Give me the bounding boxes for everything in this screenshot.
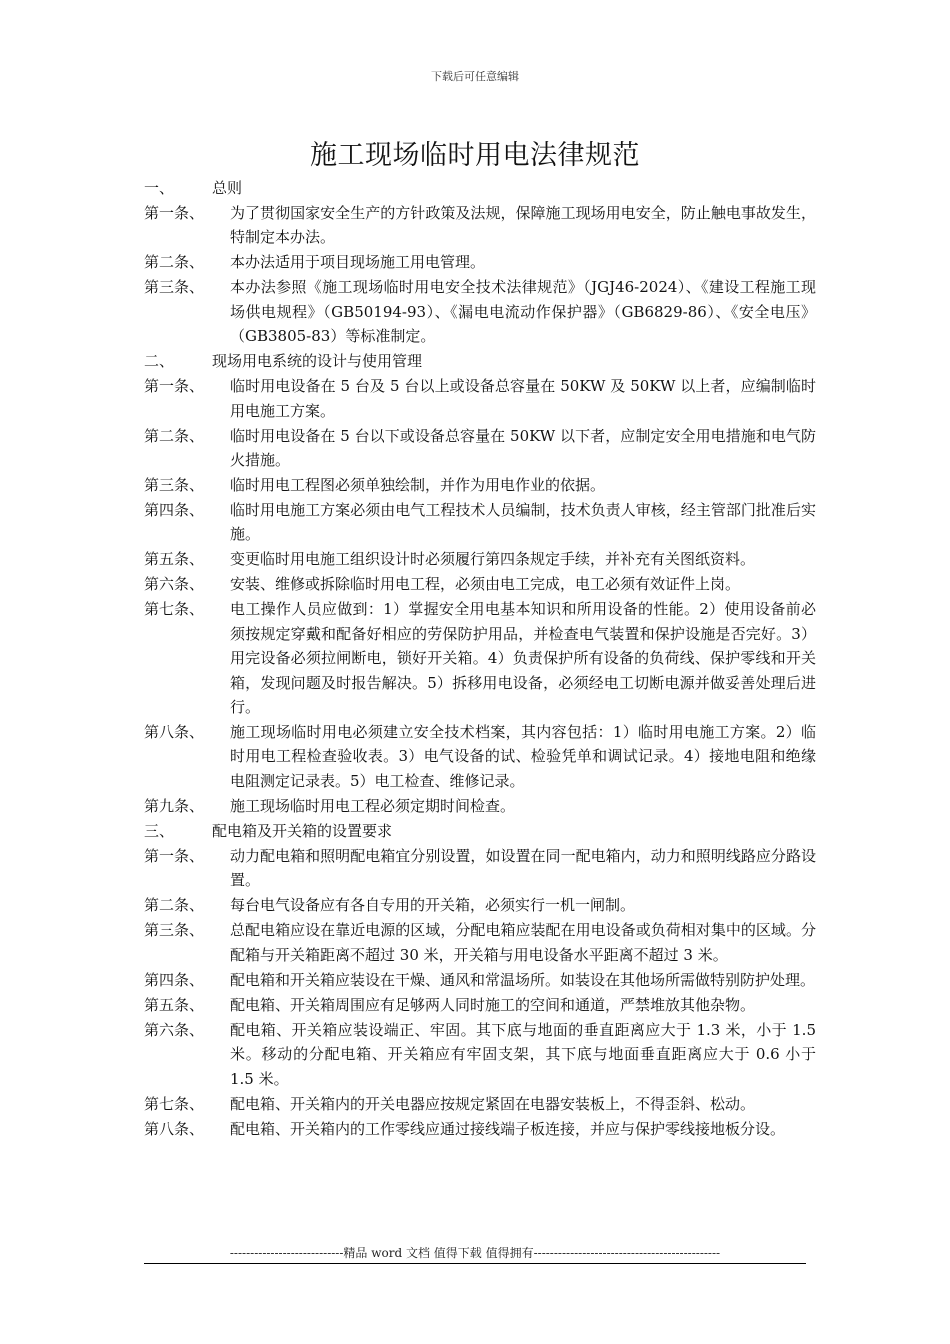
article-text: 每台电气设备应有各自专用的开关箱，必须实行一机一闸制。: [230, 896, 636, 915]
article-text: 配电箱、开关箱应装设端正、牢固。其下底与地面的垂直距离应大于 1.3 米，小于 1.5 米。移动的分配电箱、开关箱应有牢固支架，其下底与地面垂直距离应大于 0.6 小于 1.5 米。: [230, 1020, 816, 1088]
article: [144, 275, 816, 348]
article-label: 第三条、: [144, 921, 205, 940]
page-footer: ----------------------------精品 word 文档 值得下载 值得拥有----------------------------------------------: [229, 1246, 721, 1260]
article: [144, 424, 816, 473]
article-text: 配电箱和开关箱应装设在干燥、通风和常温场所。如装设在其他场所需做特别防护处理。: [230, 970, 816, 989]
article: [144, 473, 816, 497]
article-label: 第三条、: [144, 278, 205, 297]
article: [144, 547, 816, 571]
section-heading: [144, 176, 816, 200]
article-text: 临时用电施工方案必须由电气工程技术人员编制，技术负责人审核，经主管部门批准后实施。: [230, 501, 816, 544]
article-text: 临时用电设备在 5 台及 5 台以上或设备总容量在 50KW 及 50KW 以上者，应编制临时用电施工方案。: [230, 377, 816, 420]
article: [144, 1092, 816, 1116]
page-header: 下载后可任意编辑: [431, 70, 519, 83]
article: [144, 498, 816, 547]
article-text: 施工现场临时用电工程必须定期时间检查。: [230, 796, 516, 815]
article-text: 电工操作人员应做到：1）掌握安全用电基本知识和所用设备的性能。2）使用设备前必须按规定穿戴和配备好相应的劳保防护用品，并检查电气装置和保护设施是否完好。3）用完设备必须拉闸断电，锁好开关箱。4）负责保护所有设备的负荷线、保护零线和开关箱，发现问题及时报告解决。5）拆移用电设备，必须经电工切断电源并做妥善处理后进行。: [230, 600, 816, 717]
article-text: 施工现场临时用电必须建立安全技术档案，其内容包括：1）临时用电施工方案。2）临时用电工程检查验收表。3）电气设备的试、检验凭单和调试记录。4）接地电阻和绝缘电阻测定记录表。5）电工检查、维修记录。: [230, 723, 816, 790]
article: [144, 844, 816, 893]
article-text: 临时用电工程图必须单独绘制，并作为用电作业的依据。: [230, 476, 606, 495]
article-label: 第一条、: [144, 204, 205, 222]
section-title: 现场用电系统的设计与使用管理: [212, 352, 423, 371]
article: [144, 597, 816, 719]
section-number: 二、: [144, 352, 175, 371]
footer-rule: [144, 1263, 806, 1264]
article: [144, 968, 816, 992]
article-label: 第一条、: [144, 846, 205, 865]
article-text: 变更临时用电施工组织设计时必须履行第四条规定手续，并补充有关图纸资料。: [230, 550, 756, 569]
article: [144, 993, 816, 1017]
article: [144, 250, 816, 274]
article-text: 总配电箱应设在靠近电源的区域，分配电箱应装配在用电设备或负荷相对集中的区域。分配箱与开关箱距离不超过 30 米，开关箱与用电设备水平距离不超过 3 米。: [230, 921, 816, 964]
article: [144, 572, 816, 596]
article-label: 第二条、: [144, 253, 205, 272]
section-heading: [144, 819, 816, 843]
section-heading: [144, 349, 816, 373]
article-text: 配电箱、开关箱内的工作零线应通过接线端子板连接，并应与保护零线接地板分设。: [230, 1119, 786, 1138]
article-label: 第七条、: [144, 600, 205, 619]
article-label: 第六条、: [144, 1020, 205, 1039]
article-label: 第一条、: [144, 377, 205, 396]
article: [144, 794, 816, 818]
article-label: 第六条、: [144, 575, 205, 594]
article-label: 第九条、: [144, 796, 205, 815]
article-label: 第三条、: [144, 476, 205, 495]
article-label: 第八条、: [144, 1119, 205, 1138]
document-title: 施工现场临时用电法律规范: [310, 140, 640, 171]
article-text: 为了贯彻国家安全生产的方针政策及法规，保障施工现场用电安全，防止触电事故发生，特制定本办法。: [230, 204, 816, 247]
article-label: 第二条、: [144, 426, 205, 445]
section-number: 一、: [144, 179, 175, 197]
article-label: 第二条、: [144, 896, 205, 915]
article-text: 安装、维修或拆除临时用电工程，必须由电工完成，电工必须有效证件上岗。: [230, 575, 741, 594]
article-text: 动力配电箱和照明配电箱宜分别设置，如设置在同一配电箱内，动力和照明线路应分路设置。: [230, 846, 816, 890]
article: [144, 893, 816, 917]
article-text: 临时用电设备在 5 台以下或设备总容量在 50KW 以下者，应制定安全用电措施和电气防火措施。: [230, 426, 816, 470]
article-label: 第七条、: [144, 1094, 205, 1113]
article-label: 第五条、: [144, 995, 205, 1014]
section-number: 三、: [144, 821, 175, 840]
article: [144, 1117, 816, 1141]
article-label: 第四条、: [144, 501, 205, 520]
article: [144, 918, 816, 967]
section-title: 配电箱及开关箱的设置要求: [212, 821, 393, 840]
article-text: 本办法适用于项目现场施工用电管理。: [230, 253, 486, 272]
article-label: 第四条、: [144, 970, 205, 989]
document-body: [144, 176, 816, 1142]
section-title: 总则: [212, 179, 243, 197]
article-text: 配电箱、开关箱周围应有足够两人同时施工的空间和通道，严禁堆放其他杂物。: [230, 995, 756, 1014]
article-text: 配电箱、开关箱内的开关电器应按规定紧固在电器安装板上，不得歪斜、松动。: [230, 1094, 756, 1113]
article-label: 第八条、: [144, 723, 205, 742]
article-text: 本办法参照《施工现场临时用电安全技术法律规范》（JGJ46-2024）、《建设工程施工现场供电规程》（GB50194-93）、《漏电电流动作保护器》（GB6829-86）、《安全电压》（GB3805-83）等标准制定。: [230, 278, 816, 346]
article-label: 第五条、: [144, 550, 205, 569]
article: [144, 720, 816, 793]
article: [144, 374, 816, 423]
article: [144, 1018, 816, 1091]
article: [144, 201, 816, 250]
